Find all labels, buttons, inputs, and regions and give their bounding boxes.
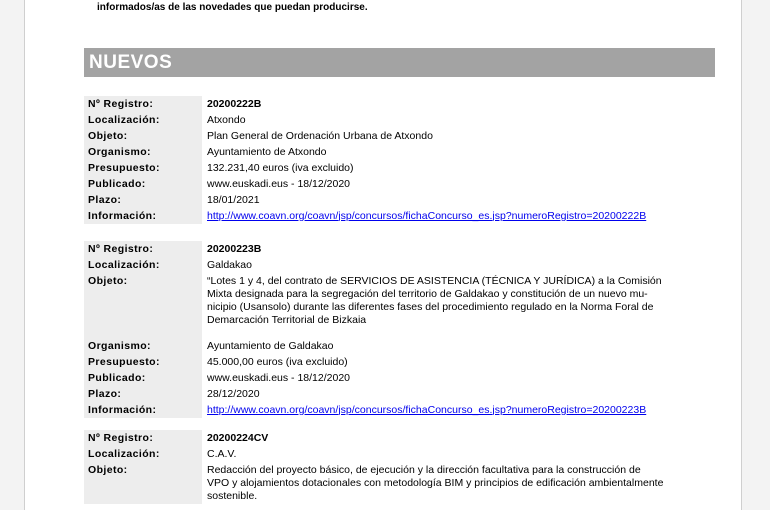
info-link[interactable]: http://www.coavn.org/coavn/jsp/concursos/fichaConcurso_es.jsp?numeroRegistro=20200222B (207, 209, 647, 222)
field-row-plazo (84, 192, 715, 208)
value-objeto (202, 462, 715, 504)
field-row-organismo (84, 338, 715, 354)
value-registro: 20200224CV (207, 431, 269, 444)
objeto-line: VPO y alojamientos dotacionales con metodología BIM y principios de edificación ambientalmente (207, 476, 664, 489)
label-plazo: Plazo: (84, 386, 202, 402)
record-20200223B (84, 241, 715, 418)
field-row-plazo (84, 386, 715, 402)
value-presupuesto: 132.231,40 euros (iva excluido) (207, 161, 354, 174)
value-plazo: 18/01/2021 (207, 193, 260, 206)
field-row-registro (84, 430, 715, 446)
label-localizacion: Localización: (84, 446, 202, 462)
row-spacer (84, 328, 715, 338)
label-publicado: Publicado: (84, 176, 202, 192)
value-informacion (202, 208, 715, 224)
label-informacion: Información: (84, 208, 202, 224)
value-plazo: 28/12/2020 (207, 387, 260, 400)
field-row-organismo (84, 144, 715, 160)
label-organismo: Organismo: (84, 144, 202, 160)
value-objeto (202, 128, 715, 144)
field-row-objeto (84, 273, 715, 328)
field-row-registro (84, 241, 715, 257)
field-row-presupuesto (84, 160, 715, 176)
label-organismo: Organismo: (84, 338, 202, 354)
field-row-objeto (84, 462, 715, 504)
objeto-line: Plan General de Ordenación Urbana de Atxondo (207, 129, 433, 142)
value-registro: 20200222B (207, 97, 262, 110)
intro-line-1 (97, 0, 732, 1)
objeto-line: Mixta designada para la segregación del territorio de Galdakao y constitución de un nuevo mu- (207, 287, 648, 300)
label-plazo: Plazo: (84, 192, 202, 208)
value-localizacion: C.A.V. (207, 447, 237, 460)
label-presupuesto: Presupuesto: (84, 160, 202, 176)
value-localizacion: Galdakao (207, 258, 252, 271)
objeto-line: Demarcación Territorial de Bizkaia (207, 313, 367, 326)
label-registro: Nº Registro: (84, 241, 202, 257)
field-row-localizacion (84, 112, 715, 128)
value-publicado: www.euskadi.eus - 18/12/2020 (207, 371, 351, 384)
field-row-registro (84, 96, 715, 112)
label-publicado: Publicado: (84, 370, 202, 386)
value-registro: 20200223B (207, 242, 262, 255)
label-objeto: Objeto: (84, 462, 202, 504)
intro-paragraph (97, 0, 732, 14)
label-presupuesto: Presupuesto: (84, 354, 202, 370)
field-row-publicado (84, 176, 715, 192)
record-20200222B (84, 96, 715, 224)
value-organismo: Ayuntamiento de Galdakao (207, 339, 334, 352)
objeto-line: Redacción del proyecto básico, de ejecución y la dirección facultativa para la construcción de (207, 463, 641, 476)
document-page (24, 0, 742, 510)
objeto-line: “Lotes 1 y 4, del contrato de SERVICIOS DE ASISTENCIA (TÉCNICA Y JURÍDICA) a la Comisión (207, 274, 662, 287)
info-link[interactable]: http://www.coavn.org/coavn/jsp/concursos/fichaConcurso_es.jsp?numeroRegistro=20200223B (207, 403, 647, 416)
label-objeto: Objeto: (84, 128, 202, 144)
section-title-nuevos: NUEVOS (84, 48, 715, 77)
value-localizacion: Atxondo (207, 113, 246, 126)
value-organismo: Ayuntamiento de Atxondo (207, 145, 327, 158)
field-row-localizacion (84, 446, 715, 462)
field-row-objeto (84, 128, 715, 144)
label-objeto: Objeto: (84, 273, 202, 328)
value-presupuesto: 45.000,00 euros (iva excluido) (207, 355, 348, 368)
record-20200224CV (84, 430, 715, 504)
field-row-presupuesto (84, 354, 715, 370)
label-localizacion: Localización: (84, 257, 202, 273)
intro-line-2: informados/as de las novedades que puedan producirse. (97, 2, 368, 13)
objeto-line: sostenible. (207, 489, 258, 502)
value-objeto (202, 273, 715, 328)
label-informacion: Información: (84, 402, 202, 418)
field-row-informacion (84, 402, 715, 418)
label-registro: Nº Registro: (84, 430, 202, 446)
field-row-informacion (84, 208, 715, 224)
value-informacion (202, 402, 715, 418)
bullet-icon (83, 0, 87, 1)
label-localizacion: Localización: (84, 112, 202, 128)
field-row-publicado (84, 370, 715, 386)
value-publicado: www.euskadi.eus - 18/12/2020 (207, 177, 351, 190)
field-row-localizacion (84, 257, 715, 273)
objeto-line: nicipio (Usansolo) durante las diferentes fases del procedimiento regulado en la Norma Foral de (207, 300, 654, 313)
label-registro: Nº Registro: (84, 96, 202, 112)
